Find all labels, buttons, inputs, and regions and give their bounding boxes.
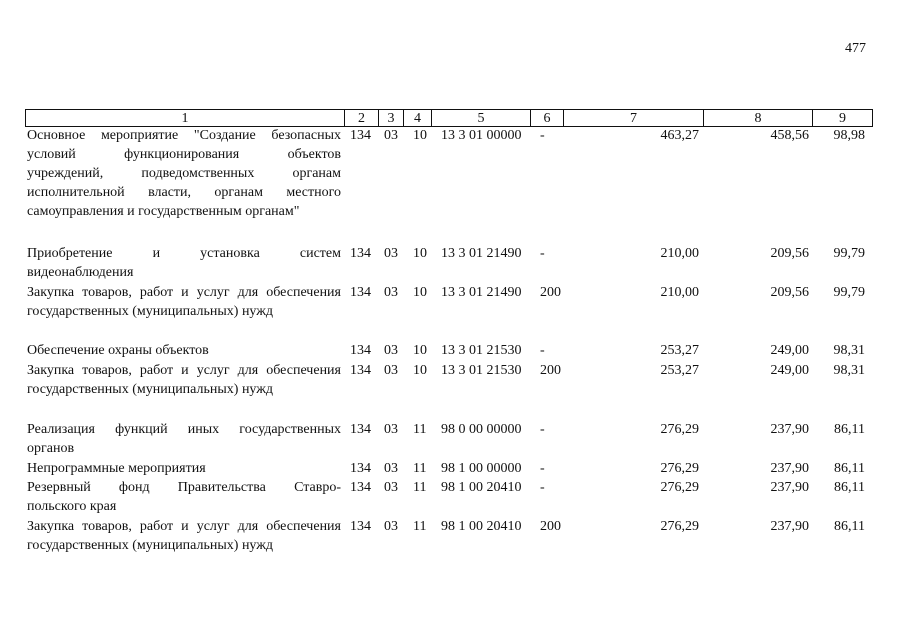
row-target-code: 13 3 01 21490 xyxy=(441,285,522,300)
row-name-line: Закупка товаров, работ и услуг для обеспечения xyxy=(27,363,341,378)
row-target-code: 98 1 00 20410 xyxy=(441,519,522,534)
row-name xyxy=(27,478,341,516)
row-name xyxy=(27,244,341,282)
row-actual-amount: 458,56 xyxy=(770,128,809,143)
row-name-line: учреждений, подведомственных органам xyxy=(27,166,341,181)
row-ministry-code: 134 xyxy=(350,285,371,300)
row-actual-amount: 209,56 xyxy=(770,285,809,300)
row-planned-amount: 253,27 xyxy=(660,343,699,358)
row-name-line: Реализация функций иных государственных xyxy=(27,422,341,437)
row-section-code: 03 xyxy=(384,285,398,300)
row-section-code: 03 xyxy=(384,363,398,378)
page-number: 477 xyxy=(845,41,866,56)
row-actual-amount: 237,90 xyxy=(770,422,809,437)
row-ministry-code: 134 xyxy=(350,246,371,261)
row-planned-amount: 463,27 xyxy=(660,128,699,143)
row-target-code: 13 3 01 21490 xyxy=(441,246,522,261)
row-percent: 99,79 xyxy=(833,246,865,261)
row-name-line: исполнительной власти, органам местного xyxy=(27,185,341,200)
header-col-3: 3 xyxy=(379,110,404,127)
row-subsection-code: 10 xyxy=(413,343,427,358)
row-expense-type: - xyxy=(540,422,545,437)
row-planned-amount: 276,29 xyxy=(660,422,699,437)
row-name-line: видеонаблюдения xyxy=(27,265,134,280)
row-name-line: Непрограммные мероприятия xyxy=(27,461,206,476)
row-expense-type: - xyxy=(540,480,545,495)
row-expense-type: - xyxy=(540,343,545,358)
row-expense-type: - xyxy=(540,128,545,143)
row-actual-amount: 237,90 xyxy=(770,519,809,534)
row-ministry-code: 134 xyxy=(350,480,371,495)
row-ministry-code: 134 xyxy=(350,128,371,143)
row-name xyxy=(27,283,341,321)
row-name-line: Обеспечение охраны объектов xyxy=(27,343,209,358)
column-number-header xyxy=(25,109,873,127)
header-col-1: 1 xyxy=(26,110,345,127)
row-expense-type: - xyxy=(540,246,545,261)
header-col-9: 9 xyxy=(813,110,873,127)
row-percent: 99,79 xyxy=(833,285,865,300)
row-section-code: 03 xyxy=(384,422,398,437)
row-percent: 86,11 xyxy=(834,461,865,476)
row-name xyxy=(27,341,341,360)
row-percent: 98,31 xyxy=(833,363,865,378)
row-subsection-code: 11 xyxy=(413,519,427,534)
row-target-code: 13 3 01 21530 xyxy=(441,363,522,378)
row-percent: 86,11 xyxy=(834,480,865,495)
row-ministry-code: 134 xyxy=(350,422,371,437)
row-section-code: 03 xyxy=(384,128,398,143)
row-ministry-code: 134 xyxy=(350,519,371,534)
row-subsection-code: 10 xyxy=(413,246,427,261)
row-expense-type: 200 xyxy=(540,519,561,534)
row-actual-amount: 209,56 xyxy=(770,246,809,261)
row-target-code: 13 3 01 21530 xyxy=(441,343,522,358)
row-section-code: 03 xyxy=(384,343,398,358)
row-actual-amount: 237,90 xyxy=(770,461,809,476)
row-planned-amount: 276,29 xyxy=(660,461,699,476)
row-percent: 86,11 xyxy=(834,422,865,437)
row-actual-amount: 249,00 xyxy=(770,343,809,358)
row-planned-amount: 210,00 xyxy=(660,285,699,300)
row-name xyxy=(27,361,341,399)
row-name-line: Основное мероприятие "Создание безопасных xyxy=(27,128,341,143)
row-percent: 98,98 xyxy=(833,128,865,143)
row-subsection-code: 10 xyxy=(413,363,427,378)
row-section-code: 03 xyxy=(384,519,398,534)
row-name-line: Закупка товаров, работ и услуг для обеспечения xyxy=(27,519,341,534)
row-target-code: 98 1 00 20410 xyxy=(441,480,522,495)
row-name xyxy=(27,459,341,478)
row-expense-type: 200 xyxy=(540,285,561,300)
row-target-code: 98 0 00 00000 xyxy=(441,422,522,437)
header-col-2: 2 xyxy=(345,110,379,127)
row-planned-amount: 253,27 xyxy=(660,363,699,378)
row-planned-amount: 210,00 xyxy=(660,246,699,261)
row-name-line: самоуправления и государственным органам" xyxy=(27,204,300,219)
row-section-code: 03 xyxy=(384,461,398,476)
header-col-6: 6 xyxy=(531,110,564,127)
row-ministry-code: 134 xyxy=(350,343,371,358)
row-subsection-code: 11 xyxy=(413,461,427,476)
row-subsection-code: 10 xyxy=(413,128,427,143)
row-section-code: 03 xyxy=(384,480,398,495)
row-name-line: условий функционирования объектов xyxy=(27,147,341,162)
row-name-line: государственных (муниципальных) нужд xyxy=(27,538,274,553)
header-col-5: 5 xyxy=(432,110,531,127)
header-col-8: 8 xyxy=(704,110,813,127)
row-name-line: Приобретение и установка систем xyxy=(27,246,341,261)
row-name-line: польского края xyxy=(27,499,117,514)
row-target-code: 98 1 00 00000 xyxy=(441,461,522,476)
row-percent: 98,31 xyxy=(833,343,865,358)
row-percent: 86,11 xyxy=(834,519,865,534)
row-ministry-code: 134 xyxy=(350,461,371,476)
header-col-7: 7 xyxy=(564,110,704,127)
row-name-line: Резервный фонд Правительства Ставро- xyxy=(27,480,341,495)
row-subsection-code: 11 xyxy=(413,422,427,437)
row-actual-amount: 237,90 xyxy=(770,480,809,495)
row-name-line: Закупка товаров, работ и услуг для обеспечения xyxy=(27,285,341,300)
row-planned-amount: 276,29 xyxy=(660,480,699,495)
row-section-code: 03 xyxy=(384,246,398,261)
row-expense-type: 200 xyxy=(540,363,561,378)
row-subsection-code: 10 xyxy=(413,285,427,300)
row-name-line: государственных (муниципальных) нужд xyxy=(27,304,274,319)
row-name-line: органов xyxy=(27,441,75,456)
row-planned-amount: 276,29 xyxy=(660,519,699,534)
row-name-line: государственных (муниципальных) нужд xyxy=(27,382,274,397)
row-name xyxy=(27,126,341,221)
header-col-4: 4 xyxy=(404,110,432,127)
row-target-code: 13 3 01 00000 xyxy=(441,128,522,143)
row-actual-amount: 249,00 xyxy=(770,363,809,378)
row-name xyxy=(27,420,341,458)
row-subsection-code: 11 xyxy=(413,480,427,495)
row-expense-type: - xyxy=(540,461,545,476)
row-name xyxy=(27,517,341,555)
row-ministry-code: 134 xyxy=(350,363,371,378)
